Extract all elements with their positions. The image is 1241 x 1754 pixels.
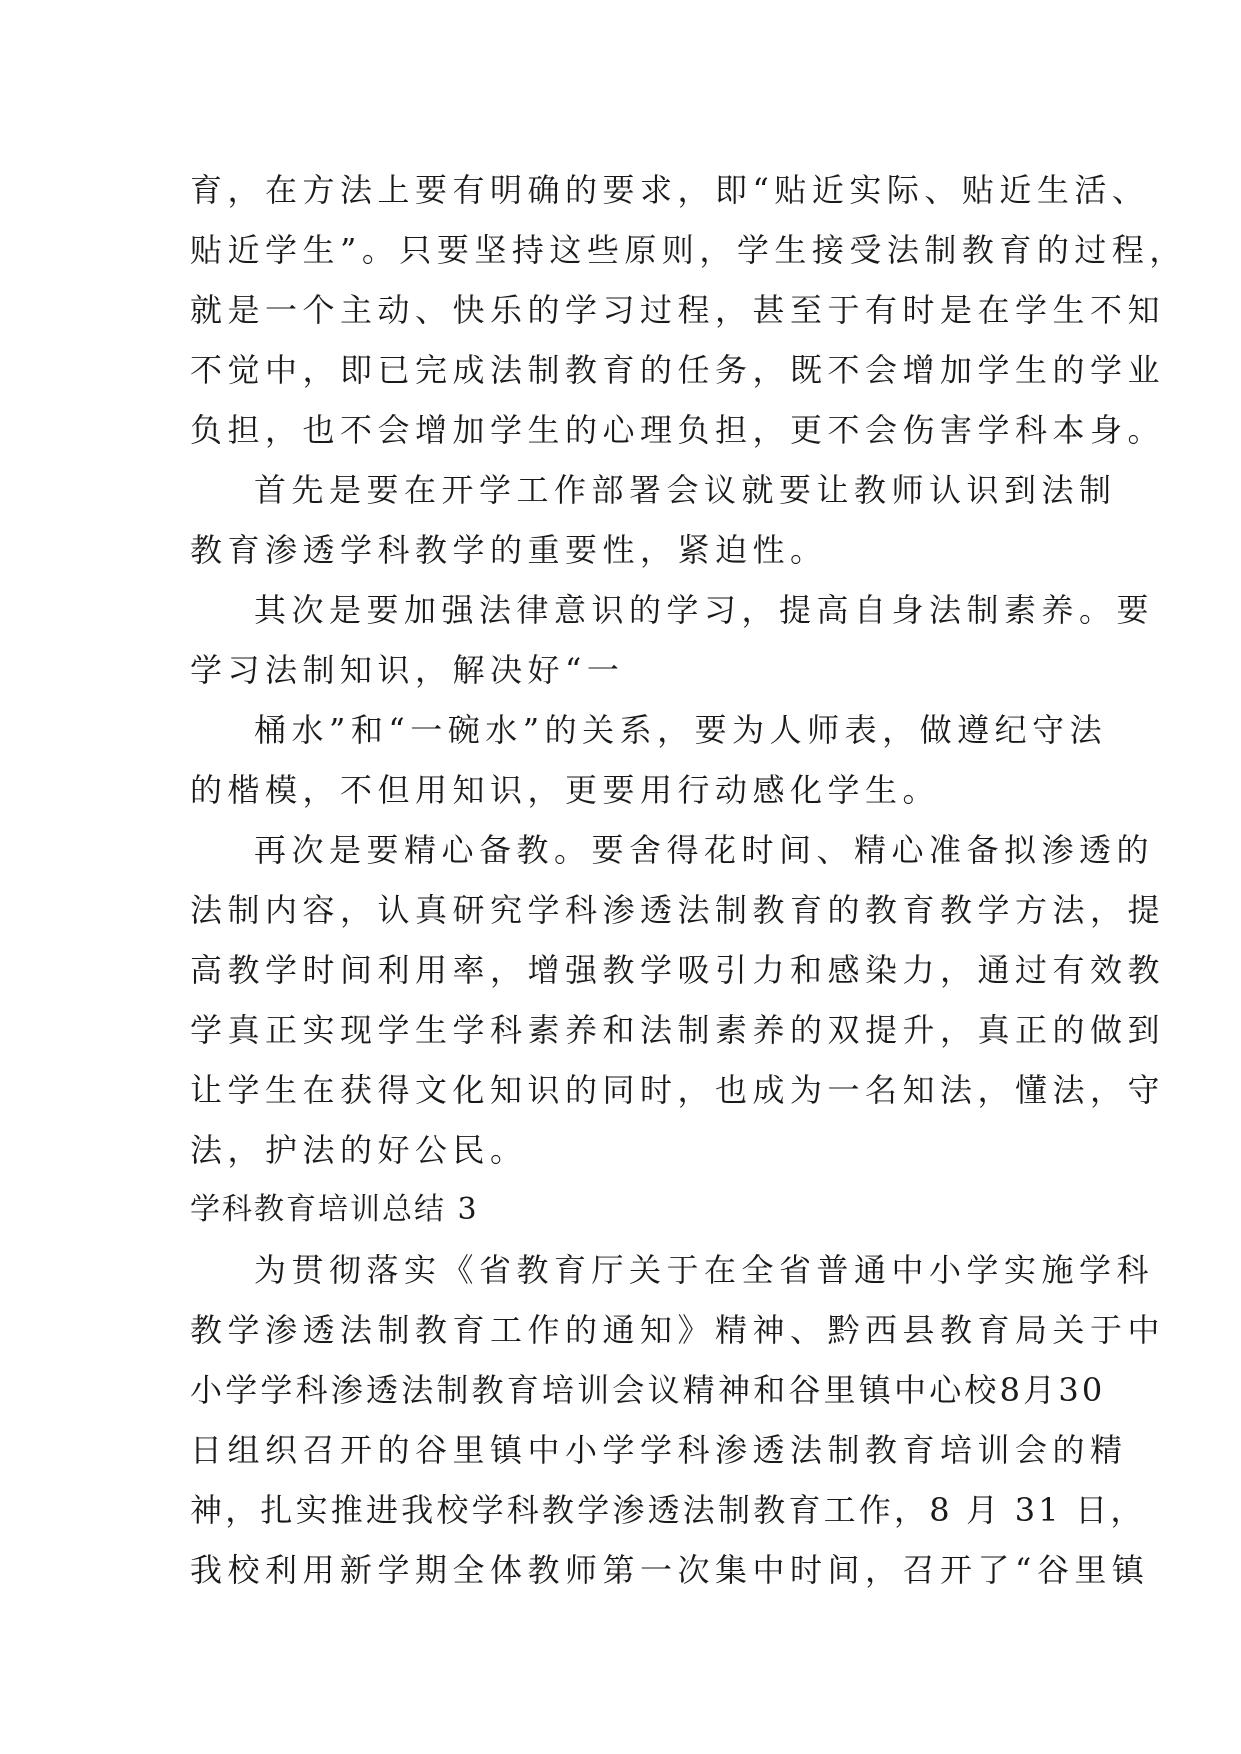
text-line: 让学生在获得文化知识的同时，也成为一名知法，懂法，守 (190, 1071, 1166, 1109)
paragraph-first-line: 其次是要加强法律意识的学习，提高自身法制素养。要 (254, 591, 1155, 629)
text-line: 我校利用新学期全体教师第一次集中时间，召开了“谷里镇 (190, 1551, 1150, 1589)
paragraph-first-line: 为贯彻落实《省教育厅关于在全省普通中小学实施学科 (254, 1251, 1155, 1289)
text-line: 教学渗透法制教育工作的通知》精神、黔西县教育局关于中 (190, 1311, 1166, 1349)
text-line: 学习法制知识，解决好“一 (190, 651, 625, 689)
paragraph-first-line: 再次是要精心备教。要舍得花时间、精心准备拟渗透的 (254, 831, 1155, 869)
text-line: 高教学时间利用率，增强教学吸引力和感染力，通过有效教 (190, 951, 1166, 989)
text-line: 就是一个主动、快乐的学习过程，甚至于有时是在学生不知 (190, 291, 1166, 329)
text-line: 神，扎实推进我校学科教学渗透法制教育工作，8 月 31 日， (190, 1491, 1146, 1529)
text-line: 学真正实现学生学科素养和法制素养的双提升，真正的做到 (190, 1011, 1166, 1049)
text-line: 日组织召开的谷里镇中小学学科渗透法制教育培训会的精 (190, 1431, 1128, 1469)
document-body (190, 160, 1187, 1600)
paragraph-first-line: 首先是要在开学工作部署会议就要让教师认识到法制 (254, 471, 1117, 509)
paragraph-first-line: 桶水”和“一碗水”的关系，要为人师表，做遵纪守法 (254, 711, 1108, 749)
text-line: 法制内容，认真研究学科渗透法制教育的教育教学方法，提 (190, 891, 1166, 929)
text-line: 负担，也不会增加学生的心理负担，更不会伤害学科本身。 (190, 411, 1166, 449)
text-line: 的楷模，不但用知识，更要用行动感化学生。 (190, 771, 941, 809)
section-heading: 学科教育培训总结 3 (190, 1192, 479, 1227)
text-line: 育，在方法上要有明确的要求，即“贴近实际、贴近生活、 (190, 171, 1150, 209)
text-line: 法，护法的好公民。 (190, 1131, 528, 1169)
text-line: 贴近学生”。只要坚持这些原则，学生接受法制教育的过程， (190, 231, 1187, 269)
text-line: 不觉中，即已完成法制教育的任务，既不会增加学生的学业 (190, 351, 1166, 389)
text-line: 教育渗透学科教学的重要性，紧迫性。 (190, 531, 828, 569)
text-line: 小学学科渗透法制教育培训会议精神和谷里镇中心校8月30 (190, 1371, 1106, 1409)
